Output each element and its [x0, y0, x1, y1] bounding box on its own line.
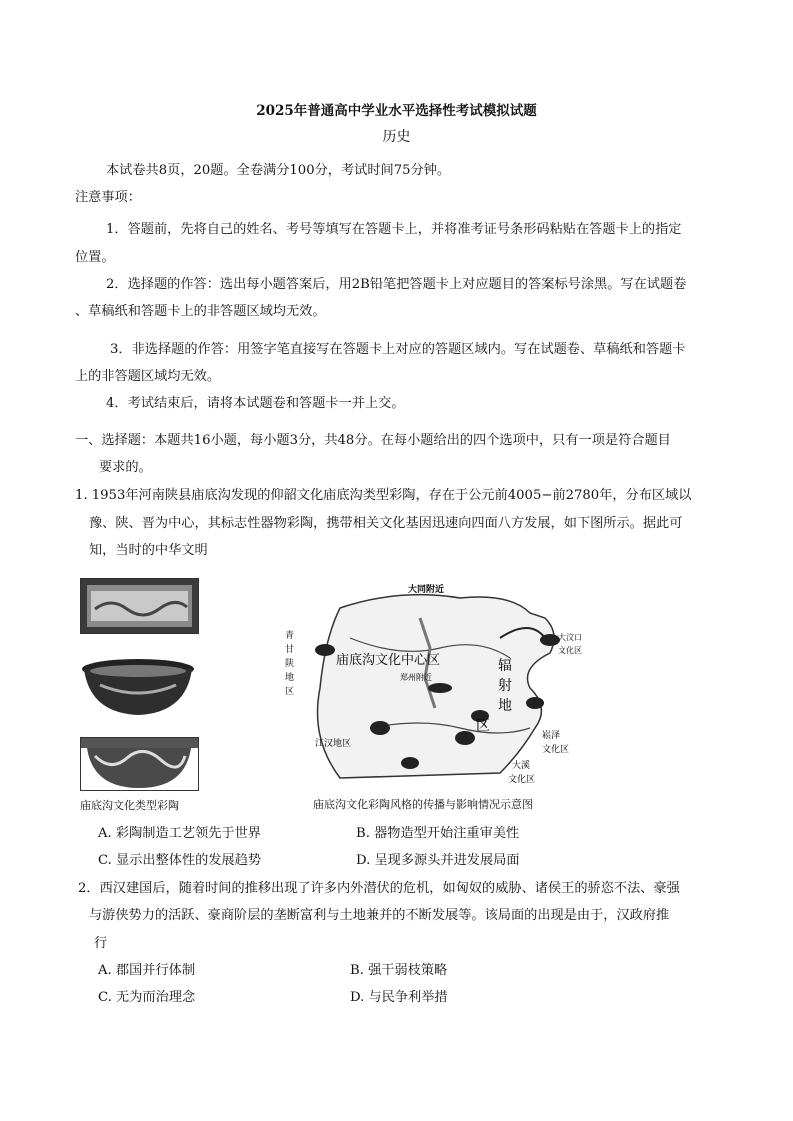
notice-3-line-1: 3．非选择题的作答：用签字笔直接写在答题卡上对应的答题区域内。写在试题卷、草稿纸和答题卡 — [110, 342, 686, 357]
pottery-photo-2 — [80, 655, 197, 719]
label-fu-2: 射 — [498, 678, 512, 694]
q2-option-a[interactable]: A. 郡国并行体制 — [98, 963, 196, 978]
label-zhengzhou: 郑州附近 — [400, 673, 432, 682]
q2-stem-line-2: 与游侠势力的活跃、豪商阶层的垄断富利与土地兼并的不断发展等。该局面的出现是由于，汉政府推 — [89, 908, 670, 923]
map-caption: 庙底沟文化彩陶风格的传播与影响情况示意图 — [313, 798, 533, 811]
q2-option-c[interactable]: C. 无为而治理念 — [98, 990, 196, 1005]
label-qinggan-3: 陕 — [285, 659, 295, 669]
intro-text: 本试卷共8页，20题。全卷满分100分，考试时间75分钟。 — [106, 163, 451, 178]
q2-stem-line-1: 2．西汉建国后，随着时间的推移出现了许多内外潜伏的危机，如匈奴的威胁、诸侯王的骄恣不法、豪强 — [78, 881, 680, 896]
notice-2-line-1: 2．选择题的作答：选出每小题答案后，用2B铅笔把答题卡上对应题目的答案标号涂黑。写在试题卷 — [106, 277, 687, 292]
label-daxi-2: 文化区 — [508, 775, 536, 785]
q2-option-b[interactable]: B. 强干弱枝策略 — [350, 963, 448, 978]
label-qinggan-2: 甘 — [285, 645, 295, 655]
pottery-caption: 庙底沟文化类型彩陶 — [80, 799, 179, 812]
q1-option-d[interactable]: D. 呈现多源头并进发展局面 — [356, 853, 520, 868]
label-qinggan: 青 — [285, 631, 295, 641]
q2-stem-line-3: 行 — [94, 936, 108, 951]
spread-map — [280, 578, 590, 788]
q2-option-d[interactable]: D. 与民争利举措 — [350, 990, 448, 1005]
pottery-photo-1-art — [81, 579, 198, 633]
notice-heading: 注意事项： — [75, 190, 141, 205]
label-songze: 崧泽 — [542, 731, 561, 741]
label-center: 庙底沟文化中心区 — [336, 653, 441, 668]
section-heading-line-1: 一、选择题：本题共16小题，每小题3分，共48分。在每小题给出的四个选项中，只有一项是符合题目 — [75, 433, 671, 448]
label-dawenkou: 大汶口 — [558, 633, 582, 642]
label-fu-4: 区 — [476, 718, 490, 734]
label-datong: 大同附近 — [408, 585, 445, 595]
spread-map-svg — [280, 578, 590, 788]
exam-subject: 历史 — [382, 129, 411, 145]
exam-title: 2025年普通高中学业水平选择性考试模拟试题 — [256, 103, 537, 119]
q1-stem-line-2: 豫、陕、晋为中心，其标志性器物彩陶，携带相关文化基因迅速向四面八方发展，如下图所示。据此可 — [89, 516, 683, 531]
q1-option-b[interactable]: B. 器物造型开始注重审美性 — [356, 826, 520, 841]
label-qinggan-5: 区 — [285, 687, 295, 697]
label-daxi: 大溪 — [512, 761, 531, 771]
q1-stem-line-3: 知，当时的中华文明 — [89, 543, 208, 558]
notice-4-line-1: 4．考试结束后，请将本试题卷和答题卡一并上交。 — [106, 396, 405, 411]
label-qinggan-4: 地 — [285, 673, 295, 683]
q1-stem-line-1: 1. 1953年河南陕县庙底沟发现的仰韶文化庙底沟类型彩陶，存在于公元前4005−前2780年，分布区域以 — [75, 488, 692, 503]
pottery-photo-3-art — [81, 738, 198, 790]
section-heading-line-2: 要求的。 — [99, 460, 152, 475]
label-songze-2: 文化区 — [542, 745, 570, 755]
label-dawenkou-2: 文化区 — [558, 646, 582, 655]
notice-1-line-1: 1．答题前，先将自己的姓名、考号等填写在答题卡上，并将准考证号条形码粘贴在答题卡上的指定 — [106, 222, 682, 237]
label-fu-1: 辐 — [498, 658, 512, 674]
pottery-photo-1 — [80, 578, 199, 634]
pottery-photo-3 — [80, 737, 199, 791]
notice-3-line-2: 上的非答题区域均无效。 — [75, 369, 221, 384]
label-jianghan: 江汉地区 — [315, 739, 352, 749]
q1-option-c[interactable]: C. 显示出整体性的发展趋势 — [98, 853, 262, 868]
q1-option-a[interactable]: A. 彩陶制造工艺领先于世界 — [98, 826, 261, 841]
label-fu-3: 地 — [498, 698, 512, 714]
notice-1-line-2: 位置。 — [75, 250, 115, 265]
notice-2-line-2: 、草稿纸和答题卡上的非答题区域均无效。 — [75, 304, 326, 319]
pottery-photo-2-art — [80, 655, 197, 719]
